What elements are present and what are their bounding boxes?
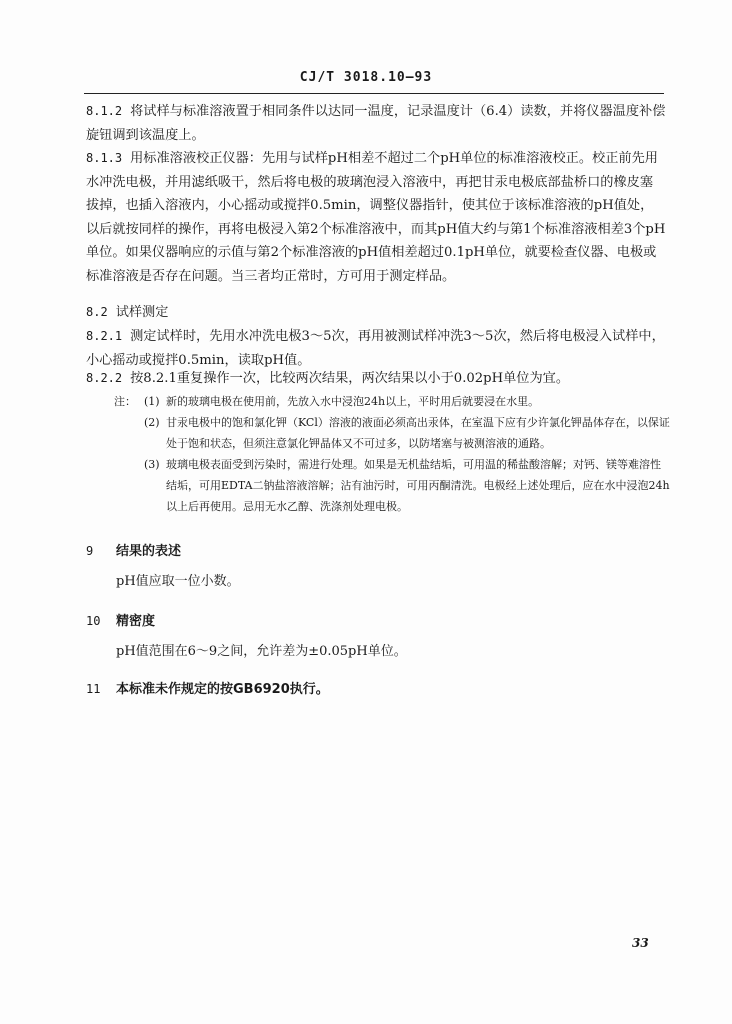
clause-8-1-3	[86, 147, 666, 288]
section-10	[86, 610, 666, 663]
note-item	[114, 454, 670, 517]
section-heading	[86, 610, 666, 633]
notes-label: 注：	[114, 395, 136, 408]
clause-8-1-2	[86, 100, 666, 147]
clause-text: 测定试样时，先用水冲洗电极3～5次，再用被测试样冲洗3～5次，然后将电极浸入试样中，小心摇动或搅拌0.5min，读取pH值。	[86, 329, 665, 368]
clause-number: 8.2.2	[86, 371, 123, 385]
header-rule	[84, 93, 664, 94]
section-body: pH值范围在6～9之间，允许差为±0.05pH单位。	[116, 644, 407, 659]
section-9	[86, 540, 666, 593]
section-title: 精密度	[116, 614, 156, 629]
section-title: 本标准未作规定的按GB6920执行。	[116, 682, 329, 697]
clause-text: 将试样与标准溶液置于相同条件以达同一温度，记录温度计（6.4）读数，并将仪器温度补偿旋钮调到该温度上。	[86, 104, 666, 143]
note-item	[114, 391, 670, 412]
clause-8-2	[86, 301, 666, 325]
note-prefix: (3)	[144, 458, 160, 471]
section-title: 结果的表述	[116, 544, 182, 559]
note-text: 甘汞电极中的饱和氯化钾（KCl）溶液的液面必须高出汞体，在室温下应有少许氯化钾晶体存在，以保证处于饱和状态，但须注意氯化钾晶体又不可过多，以防堵塞与被测溶液的通路。	[166, 416, 670, 450]
clause-number: 8.1.3	[86, 151, 123, 165]
clause-number: 8.2.1	[86, 329, 123, 343]
clause-number: 8.1.2	[86, 104, 123, 118]
clause-title: 试样测定	[115, 305, 169, 320]
section-number: 10	[86, 614, 101, 628]
notes-block	[114, 391, 670, 517]
note-prefix: (1)	[144, 395, 160, 408]
section-body: pH值应取一位小数。	[116, 574, 240, 589]
note-prefix: (2)	[144, 416, 160, 429]
note-item	[114, 412, 670, 454]
section-number: 9	[86, 544, 94, 558]
clause-8-2-1	[86, 325, 666, 372]
section-heading	[86, 540, 666, 563]
clause-text: 用标准溶液校正仪器：先用与试样pH相差不超过二个pH单位的标准溶液校正。校正前先用水冲洗电极，并用滤纸吸干，然后将电极的玻璃泡浸入溶液中，再把甘汞电极底部盐桥口的橡皮塞拔掉，也插入溶液内，小心摇动或搅拌0.5min，调整仪器指针，使其位于该标准溶液的pH值处，以后就按同样的操作，再将电极浸入第2个标准溶液中，而其pH值大约与第1个标准溶液相差3个pH单位。如果仪器响应的示值与第2个标准溶液的pH值相差超过0.1pH单位，就要检查仪器、电极或标准溶液是否存在问题。当三者均正常时，方可用于测定样品。	[86, 151, 666, 284]
note-text: 新的玻璃电极在使用前，先放入水中浸泡24h以上，平时用后就要浸在水里。	[166, 395, 540, 408]
section-number: 11	[86, 682, 101, 696]
note-text: 玻璃电极表面受到污染时，需进行处理。如果是无机盐结垢，可用温的稀盐酸溶解；对钙、镁等难溶性结垢，可用EDTA二钠盐溶液溶解；沾有油污时，可用丙酮清洗。电极经上述处理后，应在水中浸泡24h以上后再使用。忌用无水乙醇、洗涤剂处理电极。	[166, 458, 670, 513]
section-heading	[86, 678, 666, 701]
clause-number: 8.2	[86, 305, 108, 319]
clause-8-2-2	[86, 367, 666, 391]
standard-code-header: CJ/T 3018.10—93	[299, 70, 433, 85]
section-11	[86, 678, 666, 701]
page-number: 33	[632, 936, 649, 950]
clause-text: 按8.2.1重复操作一次，比较两次结果，两次结果以小于0.02pH单位为宜。	[130, 371, 570, 386]
